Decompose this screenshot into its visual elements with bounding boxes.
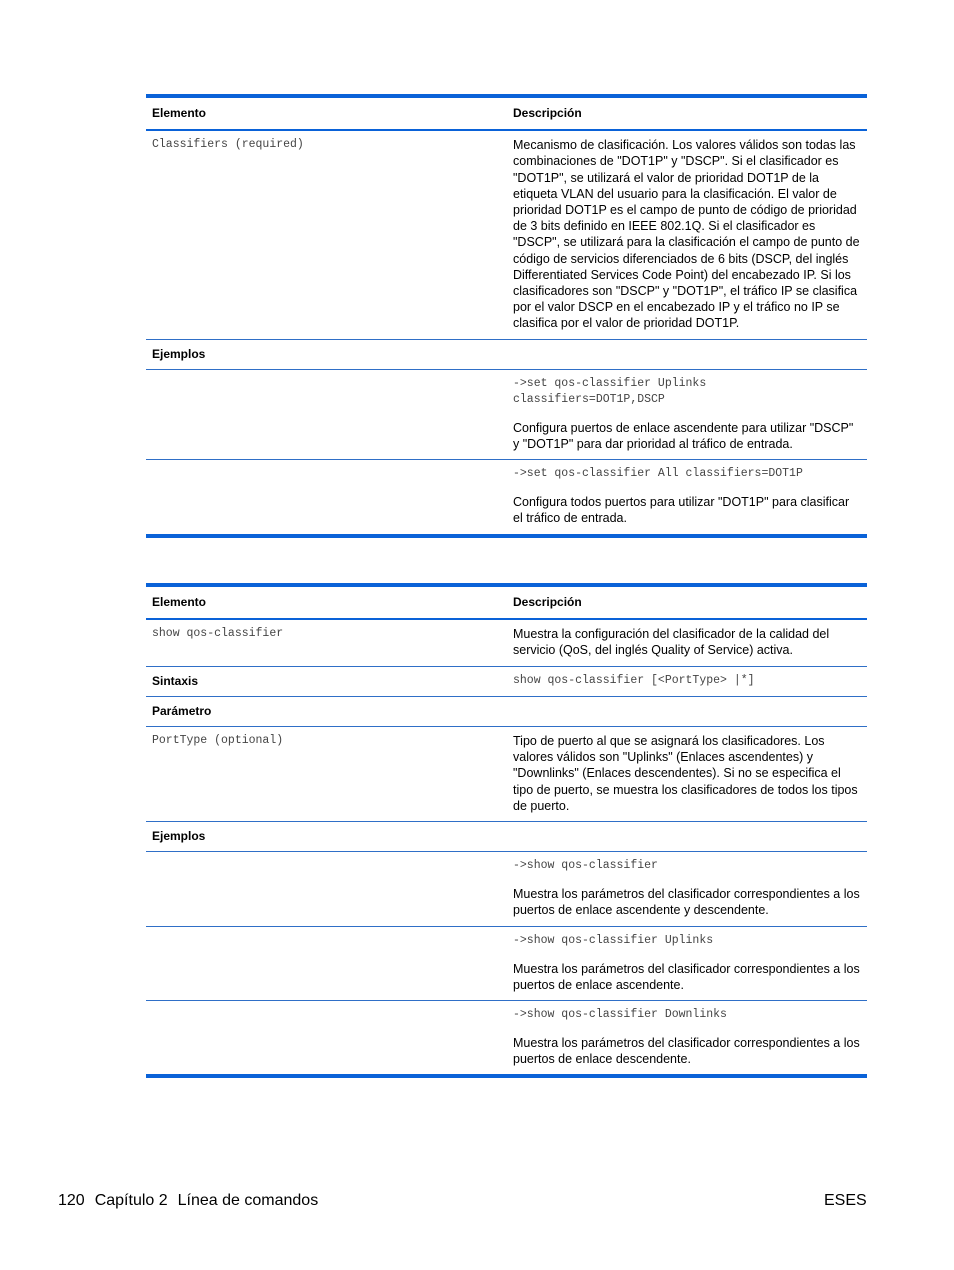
command-description: Muestra la configuración del clasificador de la calidad del servicio (QoS, del inglés Quality of Service) activa. xyxy=(507,619,867,666)
examples-label: Ejemplos xyxy=(146,339,507,369)
table-row xyxy=(146,619,867,666)
locale-code: ESES xyxy=(824,1192,867,1209)
parameter-section-row xyxy=(146,696,867,726)
example-description: Configura todos puertos para utilizar "DOT1P" para clasificar el tráfico de entrada. xyxy=(513,495,850,526)
column-header-element: Elemento xyxy=(146,96,507,130)
example-row xyxy=(146,852,867,926)
table-header-row xyxy=(146,96,867,130)
example-command: ->show qos-classifier xyxy=(513,859,658,873)
chapter-title: Línea de comandos xyxy=(177,1192,319,1209)
example-command: ->set qos-classifier Uplinks classifiers=DOT1P,DSCP xyxy=(513,376,707,406)
parameter-name: PortType (optional) xyxy=(146,727,507,822)
column-header-element: Elemento xyxy=(146,585,507,619)
classifiers-table xyxy=(146,94,867,538)
example-command: ->set qos-classifier All classifiers=DOT1P xyxy=(513,467,803,481)
example-description: Configura puertos de enlace ascendente para utilizar "DSCP" y "DOT1P" para dar prioridad al tráfico de entrada. xyxy=(513,420,854,452)
example-command: ->show qos-classifier Uplinks xyxy=(513,933,714,947)
column-header-description: Descripción xyxy=(507,96,867,130)
syntax-label: Sintaxis xyxy=(146,666,507,696)
chapter-label: Capítulo 2 xyxy=(94,1192,168,1209)
examples-section-row xyxy=(146,339,867,369)
page-footer xyxy=(58,1192,318,1210)
examples-label: Ejemplos xyxy=(146,822,507,852)
table-row xyxy=(146,130,867,339)
example-row xyxy=(146,926,867,1000)
example-row xyxy=(146,460,867,536)
example-row xyxy=(146,1001,867,1077)
show-qos-classifier-table xyxy=(146,583,867,1078)
parameter-label: Parámetro xyxy=(146,696,507,726)
syntax-row xyxy=(146,666,867,696)
parameter-description: Tipo de puerto al que se asignará los clasificadores. Los valores válidos son "Uplinks" (Enlaces ascendentes) y "Downlinks" (Enlaces descendentes). Si no se especifica el tipo de puerto, se muestra los clasificadores de todos los tipos de puerto. xyxy=(507,727,867,822)
example-command: ->show qos-classifier Downlinks xyxy=(513,1008,727,1022)
command-name: show qos-classifier xyxy=(146,619,507,666)
example-description: Muestra los parámetros del clasificador correspondientes a los puertos de enlace ascendente y descendente. xyxy=(513,887,860,918)
column-header-description: Descripción xyxy=(507,585,867,619)
table-row xyxy=(146,727,867,822)
parameter-description: Mecanismo de clasificación. Los valores válidos son todas las combinaciones de "DOT1P" y "DSCP". Si el clasificador es "DOT1P", se utilizará el valor de prioridad DOT1P de la etiqueta VLAN del usuario para la clasificación. El valor de prioridad DOT1P es el campo de punto de código de prioridad de 3 bits definido en IEEE 802.1Q. Si el clasificador es "DSCP", se utilizará para la clasificación el campo de punto de código de servicios diferenciados de 6 bits (DSCP, del inglés Differentiated Services Code Point) del encabezado IP. Si los clasificadores son "DSCP" y "DOT1P", el tráfico IP se clasifica por el valor DSCP en el encabezado IP y el tráfico no IP se clasifica por el valor de prioridad DOT1P. xyxy=(507,130,867,339)
parameter-name: Classifiers (required) xyxy=(146,130,507,339)
page-number: 120 xyxy=(58,1192,85,1209)
table-header-row xyxy=(146,585,867,619)
example-description: Muestra los parámetros del clasificador correspondientes a los puertos de enlace ascendente. xyxy=(513,961,860,992)
example-description: Muestra los parámetros del clasificador correspondientes a los puertos de enlace descendente. xyxy=(513,1036,860,1067)
example-row xyxy=(146,369,867,459)
syntax-value: show qos-classifier [<PortType> |*] xyxy=(507,666,867,696)
examples-section-row xyxy=(146,822,867,852)
